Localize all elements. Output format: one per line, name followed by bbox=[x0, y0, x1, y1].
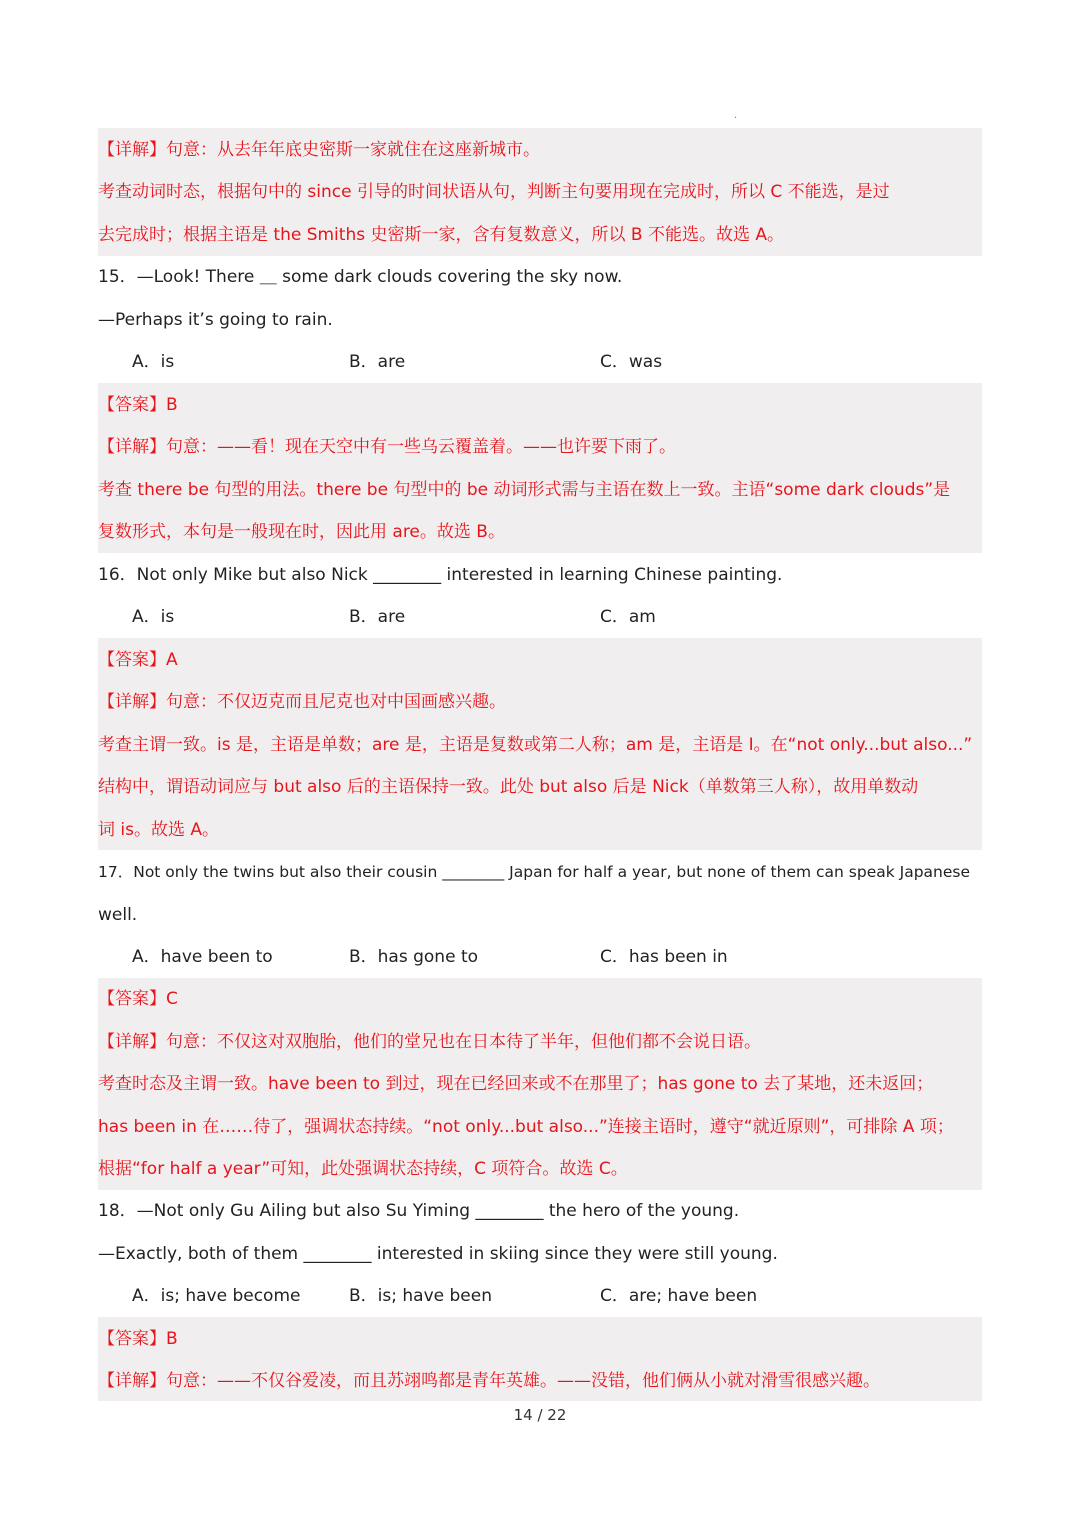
option-b: B．is; have been bbox=[349, 1286, 492, 1306]
explain-line: 复数形式，本句是一般现在时，因此用 are。故选 B。 bbox=[98, 522, 505, 542]
answer-line: 【答案】A bbox=[98, 650, 178, 670]
detail-line: 【详解】句意：不仅这对双胞胎，他们的堂兄也在日本待了半年，但他们都不会说日语。 bbox=[98, 1032, 761, 1052]
option-c: C．has been in bbox=[600, 947, 728, 967]
option-b: B．has gone to bbox=[349, 947, 479, 967]
explain-line: has been in 在……待了，强调状态持续。“not only...but also...”连接主语时，遵守“就近原则”，可排除 A 项； bbox=[98, 1117, 954, 1137]
explain-line: 考查主谓一致。is 是，主语是单数；are 是，主语是复数或第二人称；am 是，主语是 I。在“not only...but also...” bbox=[98, 735, 973, 755]
question-18-stem: 18．—Not only Gu Ailing but also Su Yiming ________ the hero of the young. bbox=[98, 1201, 740, 1221]
detail-line: 【详解】句意：——不仅谷爱凌，而且苏翊鸣都是青年英雄。——没错，他们俩从小就对滑雪很感兴趣。 bbox=[98, 1371, 880, 1391]
explain-line: 结构中，谓语动词应与 but also 后的主语保持一致。此处 but also 后是 Nick（单数第三人称），故用单数动 bbox=[98, 777, 919, 797]
option-a: A．is bbox=[132, 352, 175, 372]
option-c: C．was bbox=[600, 352, 663, 372]
explain-line: 去完成时；根据主语是 the Smiths 史密斯一家，含有复数意义，所以 B 不能选。故选 A。 bbox=[98, 225, 784, 245]
question-15-stem: 15．—Look! There ＿ some dark clouds covering the sky now. bbox=[98, 267, 623, 287]
explain-line: 根据“for half a year”可知，此处强调状态持续，C 项符合。故选 C。 bbox=[98, 1159, 628, 1179]
option-c: C．are; have been bbox=[600, 1286, 758, 1306]
detail-line: 【详解】句意：——看！现在天空中有一些乌云覆盖着。——也许要下雨了。 bbox=[98, 437, 676, 457]
question-18-reply: —Exactly, both of them ________ interested in skiing since they were still young. bbox=[98, 1244, 778, 1264]
answer-line: 【答案】B bbox=[98, 395, 178, 415]
detail-line: 【详解】句意：从去年年底史密斯一家就住在这座新城市。 bbox=[98, 140, 540, 160]
answer-line: 【答案】B bbox=[98, 1329, 178, 1349]
question-17-stem: 17．Not only the twins but also their cousin ________ Japan for half a year, but none of them can speak Japanese bbox=[98, 863, 971, 881]
detail-line: 【详解】句意：不仅迈克而且尼克也对中国画感兴趣。 bbox=[98, 692, 506, 712]
option-a: A．is; have become bbox=[132, 1286, 301, 1306]
page-number: 14 / 22 bbox=[513, 1406, 567, 1424]
explain-line: 考查 there be 句型的用法。there be 句型中的 be 动词形式需与主语在数上一致。主语“some dark clouds”是 bbox=[98, 480, 951, 500]
explain-line: 考查时态及主谓一致。have been to 到过，现在已经回来或不在那里了；has gone to 去了某地，还未返回； bbox=[98, 1074, 934, 1094]
explain-line: 考查动词时态，根据句中的 since 引导的时间状语从句，判断主句要用现在完成时，所以 C 不能选，是过 bbox=[98, 182, 890, 202]
question-16-stem: 16．Not only Mike but also Nick ________ interested in learning Chinese painting. bbox=[98, 565, 783, 585]
option-b: B．are bbox=[349, 352, 406, 372]
option-b: B．are bbox=[349, 607, 406, 627]
option-c: C．am bbox=[600, 607, 656, 627]
explain-line: 词 is。故选 A。 bbox=[98, 820, 220, 840]
option-a: A．have been to bbox=[132, 947, 273, 967]
option-a: A．is bbox=[132, 607, 175, 627]
question-17-stem-cont: well. bbox=[98, 905, 138, 925]
stray-dot: . bbox=[734, 110, 738, 121]
question-15-reply: —Perhaps it’s going to rain. bbox=[98, 310, 333, 330]
answer-line: 【答案】C bbox=[98, 989, 178, 1009]
